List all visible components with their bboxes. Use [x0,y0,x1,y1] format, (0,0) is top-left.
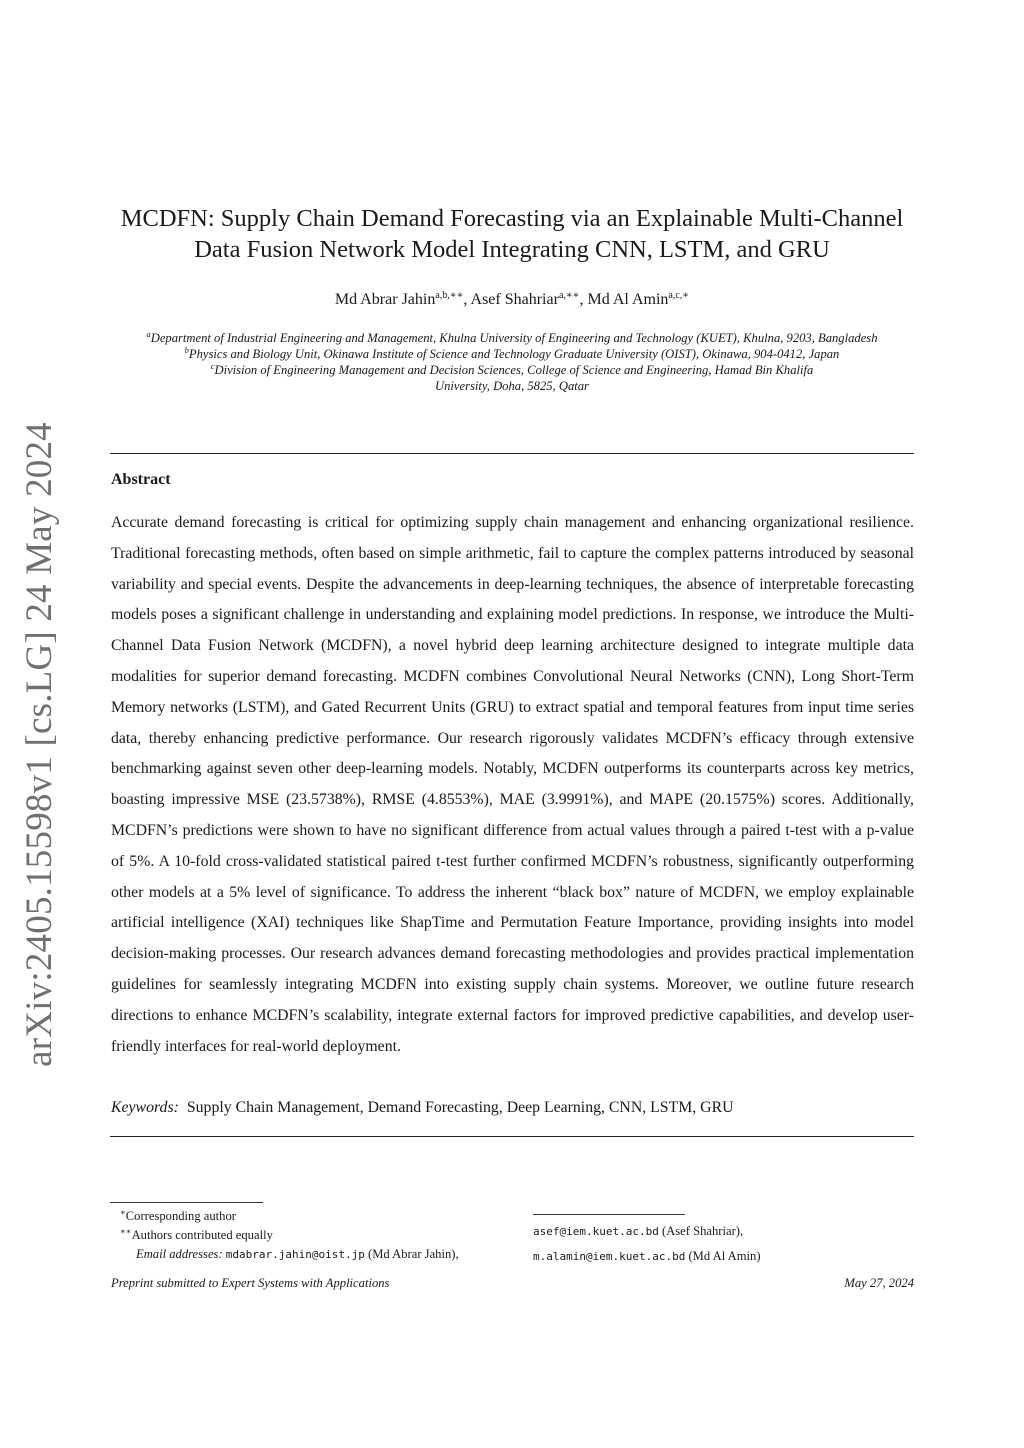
keywords-text: Supply Chain Management, Demand Forecasting, Deep Learning, CNN, LSTM, GRU [186,1099,734,1116]
author-marks: a,c,∗ [668,290,690,301]
paper-title [110,203,914,265]
affiliation-text: Department of Industrial Engineering and Management, Khulna University of Engineering and Technology (KUET), Khulna, 9203, Bangladesh [150,331,878,345]
footnotes-right [533,1219,761,1269]
affiliation-text: Physics and Biology Unit, Okinawa Institute of Science and Technology Graduate University (OIST), Okinawa, 904-0412, Japan [188,347,840,361]
affiliations [110,330,914,394]
keywords-label: Keywords: [111,1099,179,1116]
footnote-mark: ∗ [120,1207,126,1217]
email-owner: (Asef Shahriar), [658,1224,744,1238]
arxiv-identifier-sidebar [4,421,74,1067]
email-owner: (Md Al Amin) [685,1249,761,1263]
author-list [110,290,914,310]
equal-contribution-note [120,1226,459,1245]
arxiv-id-text: arXiv:2405.15598v1 [cs.LG] 24 May 2024 [18,421,60,1067]
email-line-1 [120,1245,459,1264]
affiliation-c [110,362,914,378]
affiliation-c-continued: University, Doha, 5825, Qatar [435,379,589,393]
affiliation-b [110,346,914,362]
author-marks: a,b,∗∗ [435,290,464,301]
affiliation-mark: a [146,329,151,339]
keywords [111,1099,914,1117]
author-name: Md Abrar Jahin [334,291,436,308]
author-separator: , [463,291,471,308]
footnote-rule [110,1202,263,1203]
email-address[interactable]: m.alamin@iem.kuet.ac.bd [533,1250,686,1263]
abstract-heading: Abstract [111,471,171,488]
email-line-3 [533,1244,761,1269]
author-name: Asef Shahriar [470,291,559,308]
author-name: Md Al Amin [587,291,669,308]
author-marks: a,∗∗ [558,290,580,301]
affiliation-mark: c [210,361,215,371]
footnote-text: Authors contributed equally [131,1228,273,1242]
footnote-text: Corresponding author [125,1209,236,1223]
author-separator: , [579,291,588,308]
footnotes-left [120,1207,459,1264]
corresponding-author-note [120,1207,459,1226]
email-address[interactable]: asef@iem.kuet.ac.bd [533,1225,659,1238]
email-address[interactable]: mdabrar.jahin@oist.jp [225,1248,365,1261]
abstract-top-rule [110,453,914,454]
email-owner: (Md Abrar Jahin), [364,1247,459,1261]
email-label: Email addresses: [136,1247,223,1261]
affiliation-a [110,330,914,346]
footer-date: May 27, 2024 [844,1276,914,1290]
title-line-2: Data Fusion Network Model Integrating CNN, LSTM, and GRU [194,236,830,263]
affiliation-text: Division of Engineering Management and Decision Sciences, College of Science and Engineering, Hamad Bin Khalifa [214,363,814,377]
abstract-body: Accurate demand forecasting is critical for optimizing supply chain management and enhancing organizational resilience. Traditional forecasting methods, often based on simple arithmetic, fail to capture the complex patterns introduced by seasonal variability and special events. Despite the advancements in deep-learning techniques, the absence of interpretable forecasting models poses a significant challenge in understanding and explaining model predictions. In response, we introduce the Multi-Channel Data Fusion Network (MCDFN), a novel hybrid deep learning architecture designed to integrate multiple data modalities for superior demand forecasting. MCDFN combines Convolutional Neural Networks (CNN), Long Short-Term Memory networks (LSTM), and Gated Recurrent Units (GRU) to extract spatial and temporal features from input time series data, thereby enhancing predictive performance. Our research rigorously validates MCDFN’s efficacy through extensive benchmarking against seven other deep-learning models. Notably, MCDFN outperforms its counterparts across key metrics, boasting impressive MSE (23.5738%), RMSE (4.8553%), MAE (3.9991%), and MAPE (20.1575%) scores. Additionally, MCDFN’s predictions were shown to have no significant difference from actual values through a paired t-test with a p-value of 5%. A 10-fold cross-validated statistical paired t-test further confirmed MCDFN’s robustness, significantly outperforming other models at a 5% level of significance. To address the inherent “black box” nature of MCDFN, we employ explainable artificial intelligence (XAI) techniques like ShapTime and Permutation Feature Importance, providing insights into model decision-making processes. Our research advances demand forecasting methodologies and provides practical implementation guidelines for seamlessly integrating MCDFN into existing supply chain systems. Moreover, we outline future research directions to enhance MCDFN’s scalability, integrate external factors for improved predictive capabilities, and develop user-friendly interfaces for real-world deployment. [111,514,914,1055]
affiliation-mark: b [184,345,189,355]
footer-preprint-note: Preprint submitted to Expert Systems with Applications [111,1276,390,1290]
title-line-1: MCDFN: Supply Chain Demand Forecasting via an Explainable Multi-Channel [120,205,904,232]
footnote-mark: ∗∗ [120,1226,132,1236]
footnote-rule-continued [533,1214,685,1215]
email-line-2 [533,1219,761,1244]
abstract-bottom-rule [110,1136,914,1137]
